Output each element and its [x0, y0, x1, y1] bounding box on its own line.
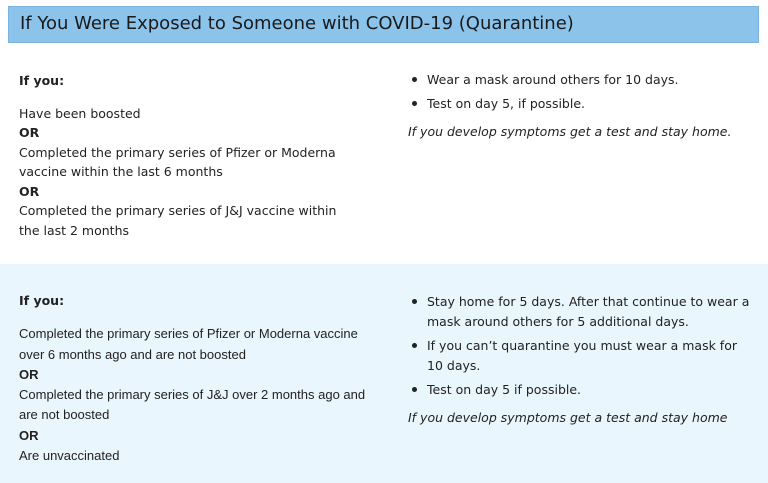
conditions-column — [19, 291, 369, 466]
actions-column — [408, 292, 753, 428]
condition-text: Have been boosted — [19, 105, 141, 121]
page-title: If You Were Exposed to Someone with COVID-19 (Quarantine) — [20, 13, 574, 34]
page-header — [8, 6, 759, 43]
action-item: Test on day 5 if possible. — [408, 380, 753, 400]
condition-text: Completed the primary series of J&J vaccine within the last 2 months — [19, 203, 337, 238]
or-separator: OR — [19, 125, 40, 140]
or-separator: OR — [19, 183, 40, 199]
condition-text: Are unvaccinated — [19, 448, 120, 464]
quarantine-section-vaccinated — [0, 55, 768, 262]
symptoms-note: If you develop symptoms get a test and stay home — [408, 410, 728, 425]
if-you-label: If you: — [19, 73, 65, 88]
conditions-column — [19, 71, 359, 240]
or-separator: OR — [19, 427, 39, 443]
actions-column — [408, 70, 753, 142]
condition-text: Completed the primary series of Pfizer or Moderna vaccine within the last 6 months — [19, 144, 336, 179]
action-list — [408, 292, 753, 400]
action-item: Wear a mask around others for 10 days. — [408, 70, 753, 90]
symptoms-note: If you develop symptoms get a test and stay home. — [408, 124, 732, 139]
if-you-label: If you: — [19, 293, 65, 308]
action-list — [408, 70, 753, 114]
quarantine-section-not-boosted — [0, 264, 768, 483]
action-item: Test on day 5, if possible. — [408, 94, 753, 114]
condition-text: Completed the primary series of J&J over 2 months ago and are not boosted — [19, 387, 366, 423]
or-separator: OR — [19, 366, 39, 382]
action-item: If you can’t quarantine you must wear a mask for 10 days. — [408, 336, 753, 376]
condition-text: Completed the primary series of Pfizer or Moderna vaccine over 6 months ago and are not boosted — [19, 326, 358, 362]
action-item: Stay home for 5 days. After that continue to wear a mask around others for 5 additional days. — [408, 292, 753, 332]
